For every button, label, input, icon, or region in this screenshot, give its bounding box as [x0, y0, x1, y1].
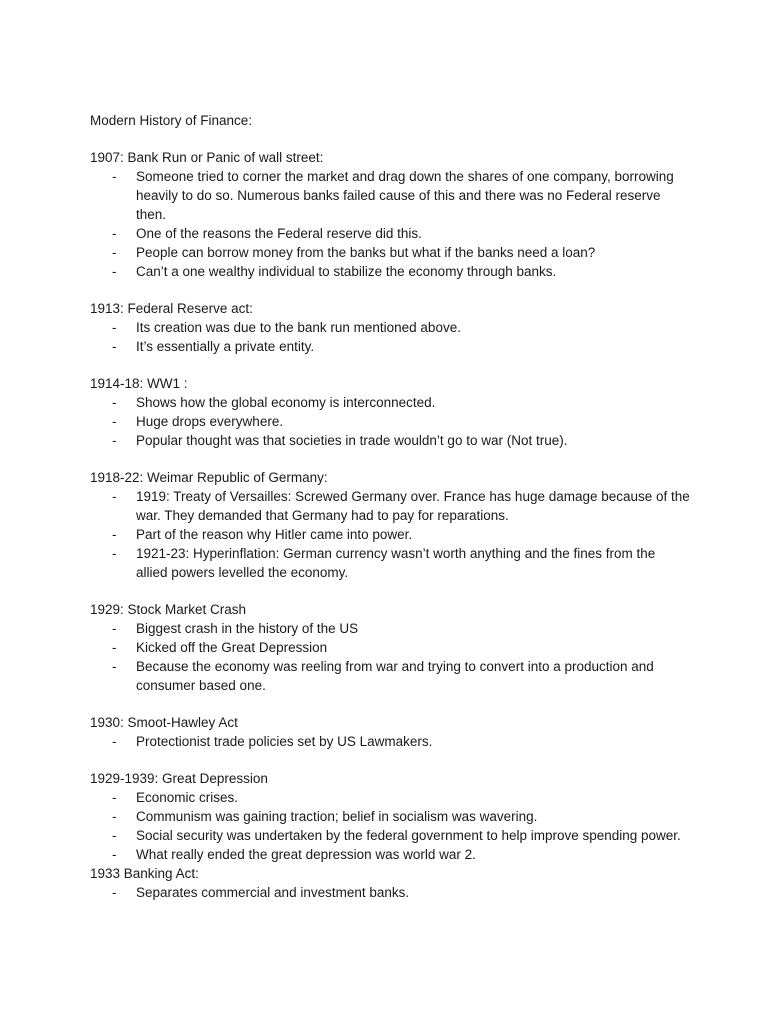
- list-item-text: Social security was undertaken by the federal government to help improve spending power.: [136, 828, 681, 843]
- list-item-text: Protectionist trade policies set by US Lawmakers.: [136, 734, 433, 749]
- list-item-text: Its creation was due to the bank run mentioned above.: [136, 320, 461, 335]
- bullet-marker: -: [112, 546, 117, 561]
- bullet-marker: -: [112, 339, 117, 354]
- list-item: [90, 619, 690, 638]
- bullet-marker: -: [112, 527, 117, 542]
- bullet-marker: -: [112, 659, 117, 674]
- document-title: Modern History of Finance:: [90, 113, 253, 128]
- section-1914: [90, 374, 690, 450]
- section-heading: 1933 Banking Act:: [90, 866, 199, 881]
- bullet-list: [90, 487, 690, 582]
- list-item: [90, 337, 690, 356]
- section-1930: [90, 713, 690, 751]
- section-heading: 1929: Stock Market Crash: [90, 602, 247, 617]
- bullet-marker: -: [112, 226, 117, 241]
- list-item-text: Popular thought was that societies in trade wouldn’t go to war (Not true).: [136, 433, 568, 448]
- bullet-marker: -: [112, 395, 117, 410]
- list-item: [90, 318, 690, 337]
- bullet-marker: -: [112, 790, 117, 805]
- section-1933: [90, 864, 690, 902]
- list-item-text: 1919: Treaty of Versailles: Screwed Germany over. France has huge damage because of the war. They demanded that Germany had to pay for reparations.: [136, 489, 690, 523]
- list-item-text: Kicked off the Great Depression: [136, 640, 328, 655]
- section-1918: [90, 468, 690, 582]
- section-heading: 1930: Smoot-Hawley Act: [90, 715, 238, 730]
- list-item-text: Economic crises.: [136, 790, 239, 805]
- bullet-list: [90, 619, 690, 695]
- list-item: [90, 657, 690, 695]
- list-item: [90, 487, 690, 525]
- list-item: [90, 224, 690, 243]
- section-heading: 1913: Federal Reserve act:: [90, 301, 253, 316]
- list-item-text: Can’t a one wealthy individual to stabilize the economy through banks.: [136, 264, 557, 279]
- list-item: [90, 845, 690, 864]
- list-item: [90, 732, 690, 751]
- list-item: [90, 525, 690, 544]
- list-item: [90, 262, 690, 281]
- section-heading: 1914-18: WW1 :: [90, 376, 188, 391]
- bullet-list: [90, 883, 690, 902]
- bullet-marker: -: [112, 847, 117, 862]
- list-item-text: What really ended the great depression was world war 2.: [136, 847, 476, 862]
- bullet-list: [90, 732, 690, 751]
- list-item-text: Shows how the global economy is interconnected.: [136, 395, 436, 410]
- list-item-text: Huge drops everywhere.: [136, 414, 284, 429]
- bullet-marker: -: [112, 320, 117, 335]
- bullet-marker: -: [112, 640, 117, 655]
- list-item: [90, 788, 690, 807]
- bullet-marker: -: [112, 414, 117, 429]
- bullet-marker: -: [112, 245, 117, 260]
- list-item-text: Part of the reason why Hitler came into power.: [136, 527, 413, 542]
- list-item: [90, 826, 690, 845]
- bullet-marker: -: [112, 734, 117, 749]
- bullet-marker: -: [112, 169, 117, 184]
- bullet-list: [90, 318, 690, 356]
- list-item-text: 1921-23: Hyperinflation: German currency wasn’t worth anything and the fines from the allied powers levelled the economy.: [136, 546, 656, 580]
- list-item: [90, 243, 690, 262]
- bullet-marker: -: [112, 264, 117, 279]
- bullet-marker: -: [112, 433, 117, 448]
- bullet-list: [90, 393, 690, 450]
- bullet-list: [90, 788, 690, 864]
- list-item: [90, 883, 690, 902]
- section-1907: [90, 148, 690, 281]
- list-item-text: Biggest crash in the history of the US: [136, 621, 359, 636]
- section-heading: 1907: Bank Run or Panic of wall street:: [90, 150, 324, 165]
- bullet-marker: -: [112, 621, 117, 636]
- bullet-marker: -: [112, 885, 117, 900]
- section-great-depression: [90, 769, 690, 864]
- document-page: [90, 111, 690, 902]
- bullet-marker: -: [112, 489, 117, 504]
- list-item: [90, 807, 690, 826]
- section-heading: 1929-1939: Great Depression: [90, 771, 268, 786]
- list-item: [90, 431, 690, 450]
- bullet-marker: -: [112, 809, 117, 824]
- list-item: [90, 412, 690, 431]
- list-item: [90, 638, 690, 657]
- section-1929-crash: [90, 600, 690, 695]
- list-item-text: Someone tried to corner the market and drag down the shares of one company, borrowing heavily to do so. Numerous banks failed cause of this and there was no Federal reserve then.: [136, 169, 674, 222]
- list-item-text: It’s essentially a private entity.: [136, 339, 315, 354]
- list-item-text: Because the economy was reeling from war and trying to convert into a production and consumer based one.: [136, 659, 654, 693]
- list-item-text: One of the reasons the Federal reserve did this.: [136, 226, 422, 241]
- list-item: [90, 167, 690, 224]
- bullet-marker: -: [112, 828, 117, 843]
- section-heading: 1918-22: Weimar Republic of Germany:: [90, 470, 328, 485]
- list-item: [90, 393, 690, 412]
- bullet-list: [90, 167, 690, 281]
- list-item-text: Separates commercial and investment banks.: [136, 885, 410, 900]
- list-item-text: Communism was gaining traction; belief in socialism was wavering.: [136, 809, 538, 824]
- section-1913: [90, 299, 690, 356]
- list-item-text: People can borrow money from the banks but what if the banks need a loan?: [136, 245, 596, 260]
- list-item: [90, 544, 690, 582]
